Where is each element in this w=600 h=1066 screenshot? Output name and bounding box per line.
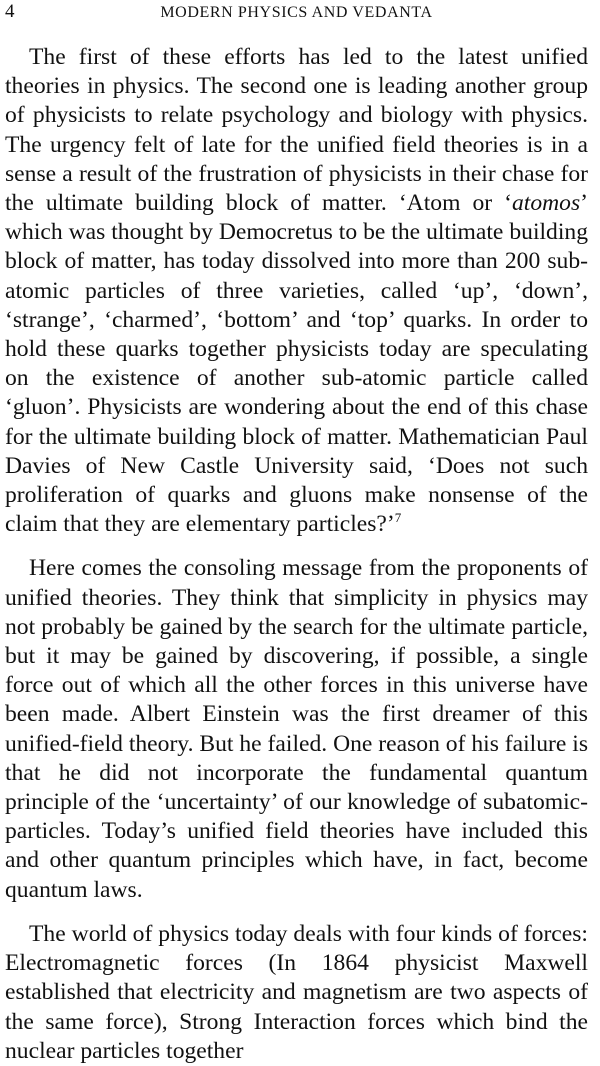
paragraph-2: Here comes the consoling message from the proponents of unified theories. They think that simplicity in physics may not probably be gained by the search for the ultimate particle, but it may be gained by discovering, if possible, a single force out of which all the other forces in this universe have been made. Albert Einstein was the first dreamer of this unified-field theory. But he failed. One reason of his failure is that he did not incorporate the fundamental quantum principle of the ‘uncertainty’ of our knowledge of subatomic-particles. Today’s unified field theories have included this and other quantum principles which have, in fact, become quantum laws. — [5, 555, 588, 903]
page-header — [5, 0, 588, 23]
body-text — [5, 43, 588, 1066]
running-title: MODERN PHYSICS AND VEDANTA — [160, 4, 433, 21]
paragraph-3: The world of physics today deals with four kinds of forces: Electromagnetic forces (In 1864 physicist Maxwell established that electricity and magnetism are two aspects of the same force), Strong Interaction forces which bind the nuclear particles together — [5, 920, 588, 1064]
footnote-marker: 7 — [394, 510, 402, 526]
paragraph-1-italic-word: atomos — [511, 190, 581, 217]
paragraph-1-text-b: ’ which was thought by Democretus to be the ultimate building block of matter, has today dissolved into more than 200 sub-atomic particles of three varieties, called ‘up’, ‘down’, ‘strange’, ‘charmed’, ‘bottom’ and ‘top’ quarks. In order to hold these quarks together physicists today are speculating on the existence of another sub-atomic particle called ‘gluon’. Physicists are wondering about the end of this chase for the ultimate building block of matter. Mathematician Paul Davies of New Castle University said, ‘Does not such proliferation of quarks and gluons make nonsense of the claim that they are elementary particles?’ — [5, 190, 588, 538]
page-number: 4 — [5, 1, 15, 22]
paragraph-1-text-a: The first of these efforts has led to the latest unified theories in physics. The second one is leading another group of physicists to relate psychology and biology with physics. The urgency felt of late for the unified field theories is in a sense a result of the frustration of physicists in their chase for the ultimate building block of matter. ‘Atom or ‘ — [5, 44, 588, 217]
paragraph-1 — [5, 43, 588, 539]
